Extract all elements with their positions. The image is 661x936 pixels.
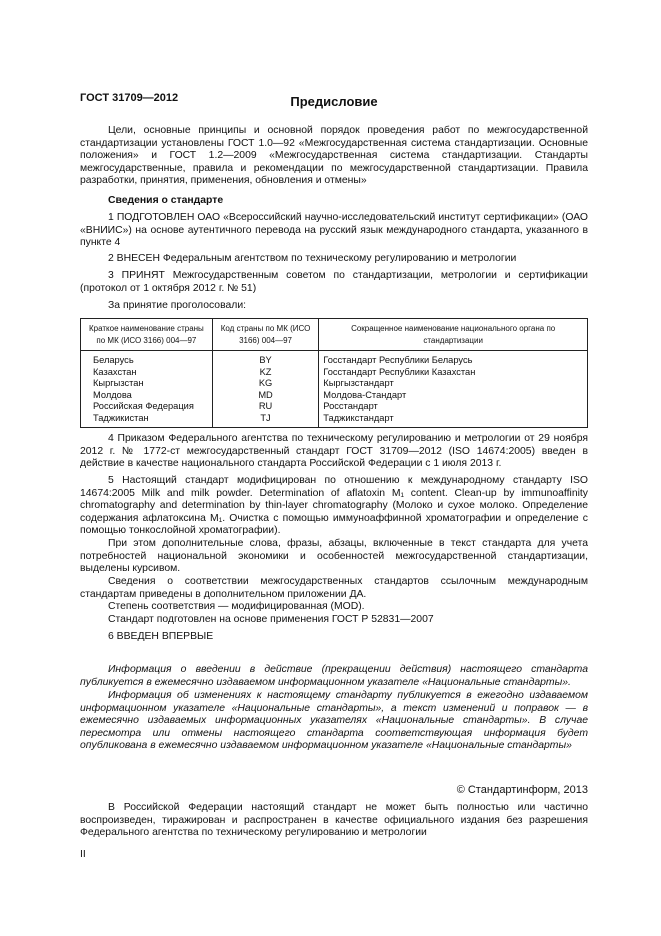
item-5-italic-note: При этом дополнительные слова, фразы, абзацы, включенные в текст стандарта для учета потребностей национальной экономики и особенностей межгосударственной стандартизации, выделены курсивом. <box>80 538 588 575</box>
body-cell: Кыргызстандарт <box>319 378 588 390</box>
section-heading: Сведения о стандарте <box>108 195 224 206</box>
item-5: 5 Настоящий стандарт модифицирован по отношению к международному стандарту ISO 14674:2005 Milk and milk powder. Determination of aflatoxin M₁ content. Clean-up by immunoaffinity chromatography and determination by thin-layer chromatography (Молоко и сухое молоко. Определение содержания афлатоксина M₁. Очистка с помощью иммуноаффинной хроматографии и определение с помощью тонкослойной хроматографии). <box>80 475 588 537</box>
table-row <box>81 390 588 402</box>
body-cell: Таджикстандарт <box>319 413 588 427</box>
voting-table <box>80 318 588 428</box>
item-5-references: Сведения о соответствии межгосударственных стандартов ссылочным международным стандартам приведены в дополнительном приложении ДА. <box>80 576 588 600</box>
table-row <box>81 413 588 427</box>
item-1: 1 ПОДГОТОВЛЕН ОАО «Всероссийский научно-исследовательский институт сертификации» (ОАО «ВНИИС») на основе аутентичного перевода на русский язык международного стандарта, указанного в пункте 4 <box>80 212 588 249</box>
item-3: 3 ПРИНЯТ Межгосударственным советом по стандартизации, метрологии и сертификации (протокол от 1 октября 2012 г. № 51) <box>80 270 588 294</box>
table-row <box>81 401 588 413</box>
country-cell: Казахстан <box>81 367 213 379</box>
voted-label: За принятие проголосовали: <box>108 300 247 311</box>
code-cell: KZ <box>212 367 318 379</box>
table-row <box>81 367 588 379</box>
code-cell: BY <box>212 351 318 367</box>
column-header: Код страны по МК (ИСО 3166) 004—97 <box>212 319 318 351</box>
page-number: II <box>80 849 86 860</box>
item-2: 2 ВНЕСЕН Федеральным агентством по техническому регулированию и метрологии <box>108 253 517 264</box>
document-id: ГОСТ 31709—2012 <box>80 92 179 104</box>
item-6: 6 ВВЕДЕН ВПЕРВЫЕ <box>108 631 214 642</box>
column-header: Краткое наименование страны по МК (ИСО 3166) 004—97 <box>81 319 213 351</box>
page-title: Предисловие <box>290 94 378 109</box>
body-cell: Молдова-Стандарт <box>319 390 588 402</box>
country-cell: Беларусь <box>81 351 213 367</box>
country-cell: Таджикистан <box>81 413 213 427</box>
code-cell: RU <box>212 401 318 413</box>
body-cell: Росстандарт <box>319 401 588 413</box>
body-cell: Госстандарт Республики Казахстан <box>319 367 588 379</box>
column-header: Сокращенное наименование национального органа по стандартизации <box>319 319 588 351</box>
copyright: © Стандартинформ, 2013 <box>456 784 588 796</box>
table-row <box>81 351 588 367</box>
country-cell: Кыргызстан <box>81 378 213 390</box>
item-4: 4 Приказом Федерального агентства по техническому регулированию и метрологии от 29 ноября 2012 г. № 1772-ст межгосударственный стандарт ГОСТ 31709—2012 (ISO 14674:2005) введен в действие в качестве национального стандарта Российской Федерации с 1 июля 2013 г. <box>80 433 588 470</box>
notice-paragraph-1: Информация о введении в действие (прекращении действия) настоящего стандарта публикуется в ежемесячно издаваемом информационном указателе «Национальные стандарты». <box>80 664 588 688</box>
code-cell: MD <box>212 390 318 402</box>
country-cell: Российская Федерация <box>81 401 213 413</box>
code-cell: KG <box>212 378 318 390</box>
notice-paragraph-2: Информация об изменениях к настоящему стандарту публикуется в ежегодно издаваемом информационном указателе «Национальные стандарты», а текст изменений и поправок — в ежемесячно издаваемых информационных указателях «Национальные стандарты». В случае пересмотра или отмены настоящего стандарта соответствующая информация будет опубликована в ежемесячно издаваемом информационном указателе «Национальные стандарты» <box>80 690 588 752</box>
table-row <box>81 378 588 390</box>
rights-notice: В Российской Федерации настоящий стандарт не может быть полностью или частично воспроизведен, тиражирован и распространен в качестве официального издания без разрешения Федерального агентства по техническому регулированию и метрологии <box>80 802 588 839</box>
code-cell: TJ <box>212 413 318 427</box>
intro-paragraph: Цели, основные принципы и основной порядок проведения работ по межгосударственной стандартизации установлены ГОСТ 1.0—92 «Межгосударственная система стандартизации. Основные положения» и ГОСТ 1.2—2009 «Межгосударственная система стандартизации. Стандарты межгосударственные, правила и рекомендации по межгосударственной стандартизации. Правила разработки, принятия, применения, обновления и отмены» <box>80 125 588 187</box>
item-5-conformity: Степень соответствия — модифицированная (MOD). <box>108 601 365 612</box>
body-cell: Госстандарт Республики Беларусь <box>319 351 588 367</box>
country-cell: Молдова <box>81 390 213 402</box>
item-5-basis: Стандарт подготовлен на основе применения ГОСТ Р 52831—2007 <box>108 614 434 625</box>
